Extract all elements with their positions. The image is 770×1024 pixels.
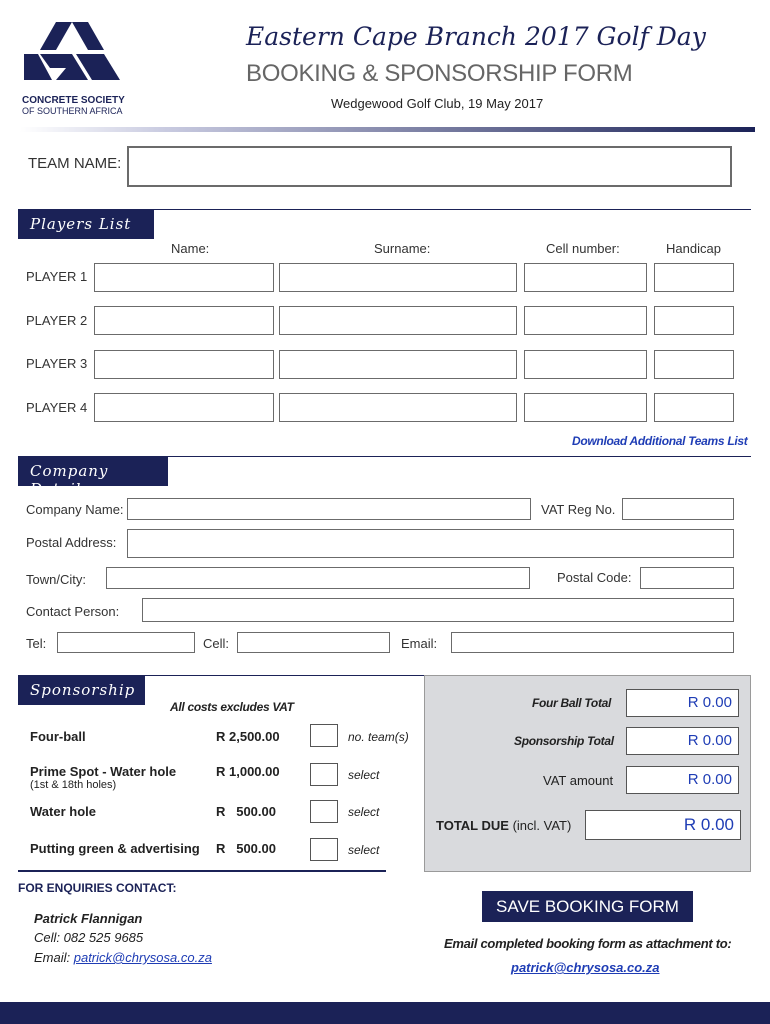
fourball-teams-input[interactable] (310, 724, 338, 747)
footer-bar (0, 1002, 770, 1024)
contact-person-label: Contact Person: (26, 604, 120, 619)
sponsorship-item-price: R 500.00 (216, 841, 276, 856)
col-name-header: Name: (171, 241, 210, 256)
enquiries-title: FOR ENQUIRIES CONTACT: (18, 881, 177, 895)
player-label: PLAYER 3 (26, 356, 88, 371)
email-input[interactable] (451, 632, 734, 653)
cell-input[interactable] (237, 632, 390, 653)
player-name-input[interactable] (94, 350, 274, 379)
player-cell-input[interactable] (524, 393, 647, 422)
player-surname-input[interactable] (279, 393, 517, 422)
player-name-input[interactable] (94, 393, 274, 422)
sponsorship-item-action: no. team(s) (348, 730, 409, 744)
player-handicap-input[interactable] (654, 263, 734, 292)
water-hole-select-box[interactable] (310, 800, 338, 823)
logo (22, 20, 125, 116)
sponsorship-item-action: select (348, 768, 380, 782)
sponsorship-item-sub: (1st & 18th holes) (30, 779, 117, 791)
players-section-tab: Players List (18, 209, 154, 239)
player-surname-input[interactable] (279, 263, 517, 292)
submit-email-link[interactable]: patrick@chrysosa.co.za (511, 960, 660, 975)
tel-label: Tel: (26, 636, 47, 651)
player-name-input[interactable] (94, 306, 274, 335)
postal-address-label: Postal Address: (26, 535, 117, 550)
player-label: PLAYER 2 (26, 313, 88, 328)
player-surname-input[interactable] (279, 350, 517, 379)
player-label: PLAYER 1 (26, 269, 88, 284)
sponsorship-total-field: R 0.00 (626, 727, 739, 755)
sponsorship-item-price: R 500.00 (216, 804, 276, 819)
contact-name: Patrick Flannigan (34, 911, 143, 926)
company-name-input[interactable] (127, 498, 531, 520)
four-ball-total-label: Four Ball Total (532, 696, 612, 710)
team-name-label: TEAM NAME: (28, 155, 122, 172)
company-section-tab: Company Details (18, 456, 168, 486)
col-surname-header: Surname: (374, 241, 431, 256)
prime-spot-select-box[interactable] (310, 763, 338, 786)
contact-email-link[interactable]: patrick@chrysosa.co.za (73, 950, 212, 965)
player-handicap-input[interactable] (654, 393, 734, 422)
venue-date: Wedgewood Golf Club, 19 May 2017 (331, 96, 544, 111)
postal-address-input[interactable] (127, 529, 734, 558)
sponsorship-item-name: Prime Spot - Water hole (30, 764, 177, 779)
sponsorship-item-price: R 2,500.00 (216, 729, 280, 744)
player-cell-input[interactable] (524, 350, 647, 379)
contact-cell: Cell: 082 525 9685 (34, 930, 144, 945)
postal-code-label: Postal Code: (557, 570, 632, 585)
form-title: BOOKING & SPONSORSHIP FORM (246, 60, 633, 87)
town-city-label: Town/City: (26, 572, 86, 587)
concrete-society-logo-icon (22, 20, 122, 88)
sponsorship-section-tab: Sponsorship (18, 675, 145, 705)
sponsorship-rule (18, 675, 424, 676)
sponsorship-item-name: Putting green & advertising (30, 841, 200, 856)
postal-code-input[interactable] (640, 567, 734, 589)
sponsorship-item-action: select (348, 805, 380, 819)
sponsorship-item-price: R 1,000.00 (216, 764, 280, 779)
sponsorship-item-name: Four-ball (30, 729, 86, 744)
total-due-label (436, 818, 571, 833)
town-city-input[interactable] (106, 567, 530, 589)
save-booking-form-button[interactable]: SAVE BOOKING FORM (482, 891, 693, 922)
vat-reg-input[interactable] (622, 498, 734, 520)
costs-note: All costs excludes VAT (170, 700, 294, 714)
header-divider (20, 127, 755, 132)
player-surname-input[interactable] (279, 306, 517, 335)
player-name-input[interactable] (94, 263, 274, 292)
col-cell-header: Cell number: (546, 241, 620, 256)
player-cell-input[interactable] (524, 306, 647, 335)
total-due-suffix: (incl. VAT) (512, 818, 572, 833)
player-cell-input[interactable] (524, 263, 647, 292)
sponsorship-total-label: Sponsorship Total (514, 734, 614, 748)
download-teams-link[interactable]: Download Additional Teams List (572, 434, 748, 448)
player-handicap-input[interactable] (654, 306, 734, 335)
tel-input[interactable] (57, 632, 195, 653)
total-due-field: R 0.00 (585, 810, 741, 840)
email-label: Email: (401, 636, 438, 651)
player-label: PLAYER 4 (26, 400, 88, 415)
contact-email-prefix: Email: (34, 950, 74, 965)
cell-label: Cell: (203, 636, 230, 651)
event-title: Eastern Cape Branch 2017 Golf Day (246, 22, 706, 51)
player-handicap-input[interactable] (654, 350, 734, 379)
contact-email-line (34, 950, 212, 965)
four-ball-total-field: R 0.00 (626, 689, 739, 717)
vat-reg-label: VAT Reg No. (541, 502, 616, 517)
sponsorship-item-name: Water hole (30, 804, 96, 819)
putting-green-select-box[interactable] (310, 838, 338, 861)
vat-amount-field: R 0.00 (626, 766, 739, 794)
team-name-input[interactable] (127, 146, 732, 187)
org-name-line2: OF SOUTHERN AFRICA (22, 106, 123, 116)
company-name-label: Company Name: (26, 502, 124, 517)
sponsorship-bottom-rule (18, 870, 386, 872)
total-due-text: TOTAL DUE (436, 818, 509, 833)
col-handicap-header: Handicap (666, 241, 721, 256)
org-name-line1: CONCRETE SOCIETY (22, 95, 125, 106)
sponsorship-item-action: select (348, 843, 380, 857)
contact-person-input[interactable] (142, 598, 734, 622)
email-instruction: Email completed booking form as attachment to: (444, 936, 732, 951)
vat-amount-label: VAT amount (543, 773, 614, 788)
